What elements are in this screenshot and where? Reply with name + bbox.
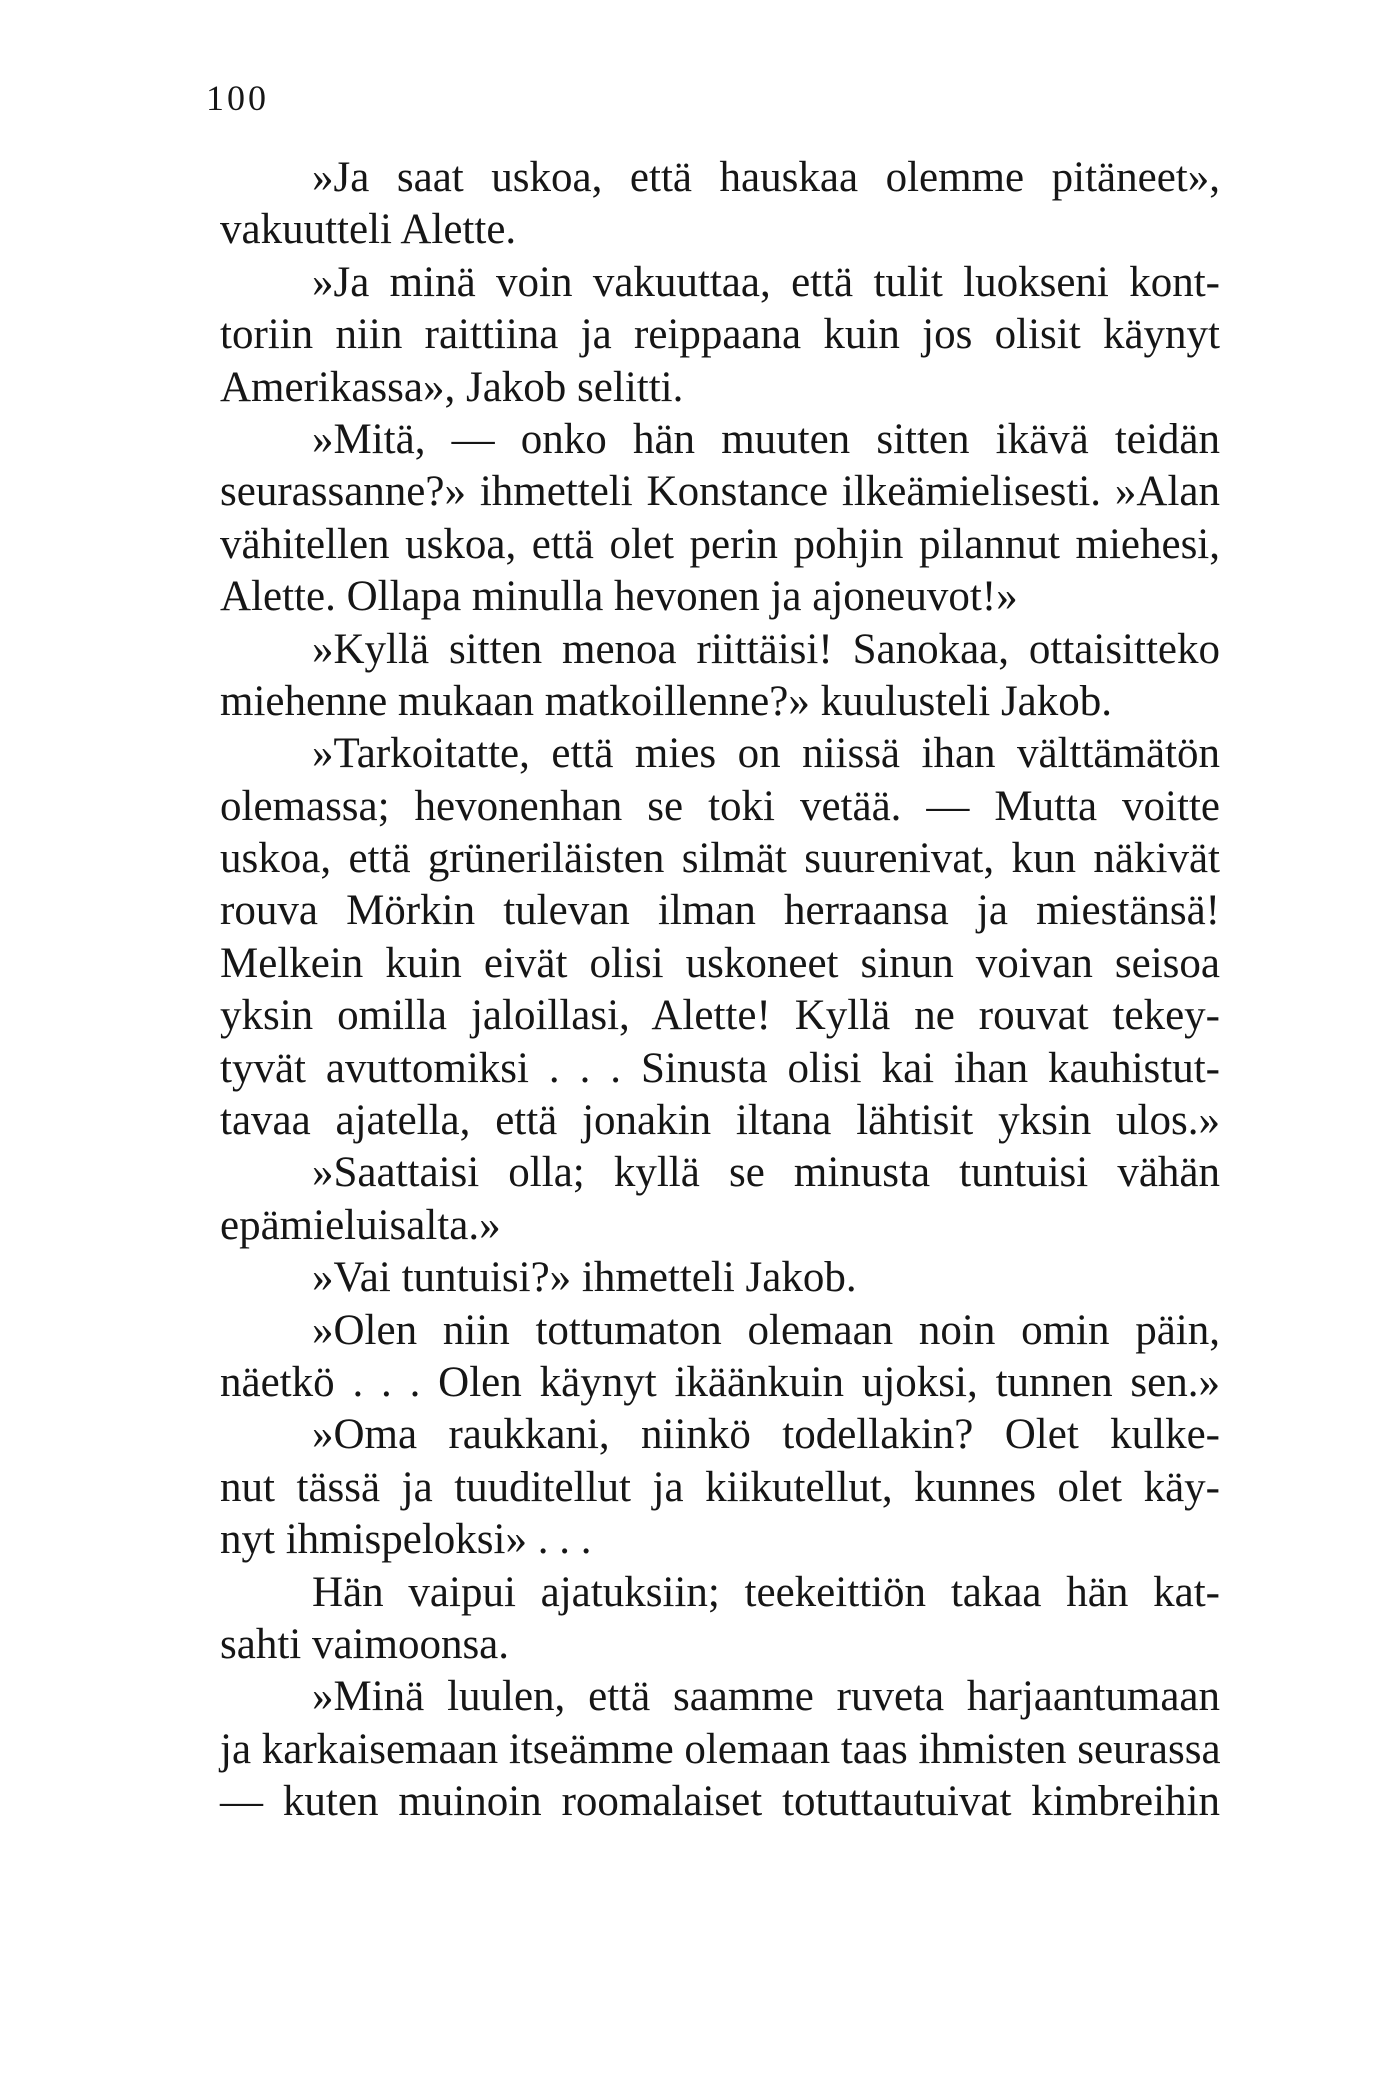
page-number: 100: [206, 78, 269, 118]
text-line: Alette. Ollapa minulla hevonen ja ajoneuvot!»: [220, 573, 1018, 621]
text-line: — kuten muinoin roomalaiset totuttautuivat kimbreihin: [220, 1778, 1220, 1826]
text-line: »Olen niin tottumaton olemaan noin omin päin,: [312, 1306, 1220, 1354]
text-line: »Vai tuntuisi?» ihmetteli Jakob.: [312, 1254, 857, 1302]
text-line: »Tarkoitatte, että mies on niissä ihan välttämätön: [312, 730, 1220, 778]
text-line: epämieluisalta.»: [220, 1201, 501, 1249]
text-line: näetkö . . . Olen käynyt ikäänkuin ujoksi, tunnen sen.»: [220, 1358, 1220, 1406]
body-text: [220, 152, 1220, 1829]
text-line: »Saattaisi olla; kyllä se minusta tuntuisi vähän: [312, 1149, 1220, 1197]
text-line: vakuutteli Alette.: [220, 206, 517, 254]
text-line: »Mitä, — onko hän muuten sitten ikävä teidän: [312, 415, 1220, 463]
text-line: »Oma raukkani, niinkö todellakin? Olet kulke-: [312, 1411, 1220, 1459]
text-line: »Ja saat uskoa, että hauskaa olemme pitäneet»,: [312, 154, 1220, 201]
text-line: sahti vaimoonsa.: [220, 1620, 510, 1668]
text-line: »Minä luulen, että saamme ruveta harjaantumaan: [312, 1673, 1220, 1721]
text-line: nut tässä ja tuuditellut ja kiikutellut, kunnes olet käy-: [220, 1463, 1220, 1511]
text-line: tavaa ajatella, että jonakin iltana lähtisit yksin ulos.»: [220, 1097, 1220, 1145]
text-line: »Ja minä voin vakuuttaa, että tulit luokseni kont-: [312, 258, 1220, 306]
text-line: rouva Mörkin tulevan ilman herraansa ja miestänsä!: [220, 887, 1220, 935]
text-line: olemassa; hevonenhan se toki vetää. — Mutta voitte: [220, 782, 1220, 830]
text-line: toriin niin raittiina ja reippaana kuin jos olisit käynyt: [220, 311, 1220, 359]
text-line: Amerikassa», Jakob selitti.: [220, 363, 684, 411]
text-line: nyt ihmispeloksi» . . .: [220, 1516, 592, 1564]
text-line: Melkein kuin eivät olisi uskoneet sinun voivan seisoa: [220, 939, 1220, 987]
text-line: ja karkaisemaan itseämme olemaan taas ihmisten seurassa: [220, 1725, 1221, 1773]
text-line: tyvät avuttomiksi . . . Sinusta olisi kai ihan kauhistut-: [220, 1044, 1220, 1092]
text-line: miehenne mukaan matkoillenne?» kuulusteli Jakob.: [220, 677, 1113, 725]
text-line: Hän vaipui ajatuksiin; teekeittiön takaa hän kat-: [312, 1568, 1220, 1616]
text-line: vähitellen uskoa, että olet perin pohjin pilannut miehesi,: [220, 520, 1220, 568]
text-line: seurassanne?» ihmetteli Konstance ilkeämielisesti. »Alan: [220, 468, 1220, 516]
text-line: »Kyllä sitten menoa riittäisi! Sanokaa, ottaisitteko: [312, 625, 1220, 673]
text-line: yksin omilla jaloillasi, Alette! Kyllä ne rouvat tekey-: [220, 992, 1220, 1040]
text-line: uskoa, että grüneriläisten silmät suurenivat, kun näkivät: [220, 835, 1220, 883]
